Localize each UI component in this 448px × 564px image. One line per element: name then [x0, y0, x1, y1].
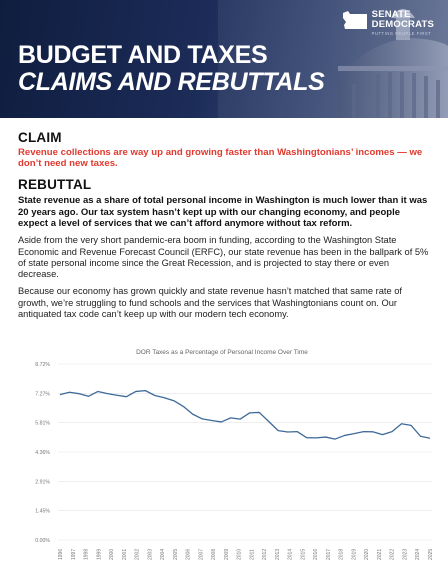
x-tick-label: 2003: [147, 548, 154, 560]
page-title: [18, 42, 324, 96]
x-tick-label: 2020: [364, 548, 371, 560]
y-tick-label: 5.81%: [35, 420, 50, 427]
x-tick-label: 2011: [249, 549, 256, 560]
x-tick-label: 2009: [223, 548, 230, 560]
logo-tagline: PUTTING PEOPLE FIRST: [371, 31, 432, 36]
y-tick-label: 8.72%: [35, 362, 50, 368]
y-tick-label: 1.45%: [35, 508, 50, 515]
x-tick-label: 2019: [351, 548, 358, 560]
revenue-chart: [0, 342, 448, 564]
y-tick-label: 2.91%: [35, 479, 50, 486]
x-tick-label: 2002: [134, 548, 141, 560]
header-banner: [0, 0, 448, 118]
title-line-1: BUDGET AND TAXES: [18, 41, 268, 69]
claim-heading: CLAIM: [18, 130, 62, 145]
x-tick-label: 2018: [338, 548, 345, 560]
logo-line-1: SENATE: [371, 9, 411, 20]
chart-svg: [0, 342, 448, 564]
x-tick-label: 2024: [415, 548, 422, 560]
rebuttal-heading: REBUTTAL: [18, 177, 92, 193]
x-tick-label: 2016: [313, 548, 320, 560]
x-tick-label: 2005: [172, 548, 179, 560]
y-tick-label: 4.36%: [35, 450, 50, 456]
x-tick-label: 2008: [211, 548, 218, 560]
x-tick-label: 1998: [83, 548, 90, 560]
y-tick-label: 7.27%: [35, 391, 50, 398]
main-content: [18, 130, 432, 320]
x-tick-label: 1997: [70, 548, 77, 560]
x-tick-label: 2015: [300, 548, 307, 560]
chart-title: DOR Taxes as a Percentage of Personal Income Over Time: [136, 349, 308, 356]
logo-line-2: DEMOCRATS: [371, 18, 434, 30]
x-tick-label: 2021: [376, 548, 383, 560]
x-tick-label: 2006: [185, 548, 192, 560]
title-line-2: CLAIMS AND REBUTTALS: [18, 68, 325, 96]
y-tick-label: 0.00%: [35, 538, 50, 544]
x-tick-label: 2017: [325, 548, 332, 560]
washington-state-icon: [342, 10, 368, 30]
senate-democrats-logo: [342, 10, 434, 36]
x-tick-label: 2023: [402, 548, 409, 560]
x-tick-label: 2025: [428, 548, 434, 560]
x-tick-label: 2010: [236, 548, 243, 560]
x-tick-label: 2000: [109, 548, 116, 560]
x-tick-label: 1999: [96, 548, 103, 560]
x-tick-label: 2012: [262, 548, 269, 560]
x-tick-label: 2007: [198, 548, 205, 560]
rebuttal-summary: State revenue as a share of total personal income in Washington is much lower than it was 20 years ago. Our tax system hasn’t kept up with our changing economy, and people expect a level of services that we can’t afford anymore without tax reform.: [18, 195, 428, 229]
rebuttal-paragraph-1: Aside from the very short pandemic-era boom in funding, according to the Washington State Economic and Revenue Forecast Council (ERFC), our state revenue has been in the ballpark of 5% of state personal income since the Great Recession, and is projected to stay there or even decrease.: [18, 235, 429, 280]
x-tick-label: 2004: [160, 548, 167, 560]
x-tick-label: 2014: [287, 548, 294, 560]
series-line: [60, 391, 430, 439]
x-tick-label: 1996: [58, 548, 64, 560]
claim-text: Revenue collections are way up and growing faster than Washingtonians’ incomes — we don’t need new taxes.: [18, 147, 423, 170]
x-tick-label: 2001: [121, 548, 128, 560]
x-tick-label: 2013: [274, 548, 281, 560]
x-tick-label: 2022: [389, 548, 396, 560]
rebuttal-paragraph-2: Because our economy has grown quickly and state revenue hasn’t matched that same rate of growth, we’re struggling to fund schools and the services that Washingtonians count on. Our antiquated tax code can’t keep up with our modern tech economy.: [18, 286, 402, 320]
